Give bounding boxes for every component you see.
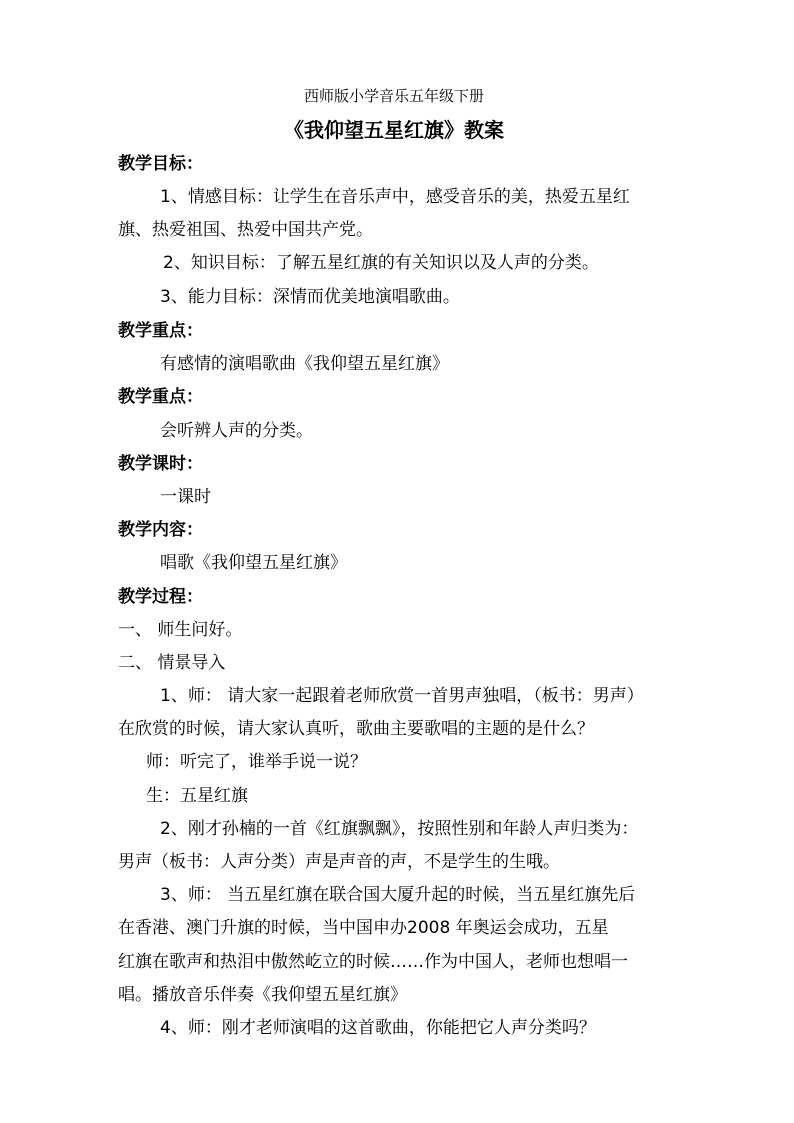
process-line: 在欣赏的时候，请大家认真听，歌曲主要歌唱的主题的是什么？ xyxy=(118,719,594,739)
process-line: 男声（板书：人声分类）声是声音的声，不是学生的生哦。 xyxy=(118,852,560,872)
key-point-text-2: 会听辨人声的分类。 xyxy=(160,421,313,441)
objective-item: 3、能力目标：深情而优美地演唱歌曲。 xyxy=(160,287,460,307)
process-line: 唱。播放音乐伴奏《我仰望五星红旗》 xyxy=(118,985,407,1005)
process-line: 在香港、澳门升旗的时候，当中国申办2008 年奥运会成功，五星 xyxy=(118,918,609,938)
process-line: 1、师： 请大家一起跟着老师欣赏一首男声独唱，（板书：男声） xyxy=(160,686,644,706)
key-point-text: 有感情的演唱歌曲《我仰望五星红旗》 xyxy=(160,354,449,374)
objective-item: 2、知识目标：了解五星红旗的有关知识以及人声的分类。 xyxy=(163,253,599,273)
process-line: 二、 情景导入 xyxy=(118,653,226,673)
content-text: 唱歌《我仰望五星红旗》 xyxy=(160,553,347,573)
objectives-heading: 教学目标： xyxy=(118,154,203,174)
key-point-heading: 教学重点： xyxy=(118,321,203,341)
process-line: 一、 师生问好。 xyxy=(118,620,243,640)
objective-item: 旗、热爱祖国、热爱中国共产党。 xyxy=(118,220,373,240)
process-line: 3、师： 当五星红旗在联合国大厦升起的时候，当五星红旗先后 xyxy=(160,885,636,905)
process-line: 师：听完了，谁举手说一说？ xyxy=(146,752,367,772)
hours-text: 一课时 xyxy=(160,487,211,507)
document-title: 《我仰望五星红旗》教案 xyxy=(284,118,504,142)
document-subtitle: 西师版小学音乐五年级下册 xyxy=(304,87,485,105)
process-line: 4、师：刚才老师演唱的这首歌曲，你能把它人声分类吗？ xyxy=(160,1018,596,1038)
objective-item: 1、情感目标：让学生在音乐声中，感受音乐的美，热爱五星红 xyxy=(160,187,630,207)
hours-heading: 教学课时： xyxy=(118,454,203,474)
process-line: 生：五星红旗 xyxy=(146,786,248,806)
key-point-heading-2: 教学重点： xyxy=(118,387,203,407)
process-line: 红旗在歌声和热泪中傲然屹立的时候……作为中国人，老师也想唱一 xyxy=(118,952,628,972)
process-heading: 教学过程： xyxy=(118,587,203,607)
content-heading: 教学内容： xyxy=(118,520,203,540)
process-line: 2、刚才孙楠的一首《红旗飘飘》，按照性别和年龄人声归类为： xyxy=(160,819,639,839)
